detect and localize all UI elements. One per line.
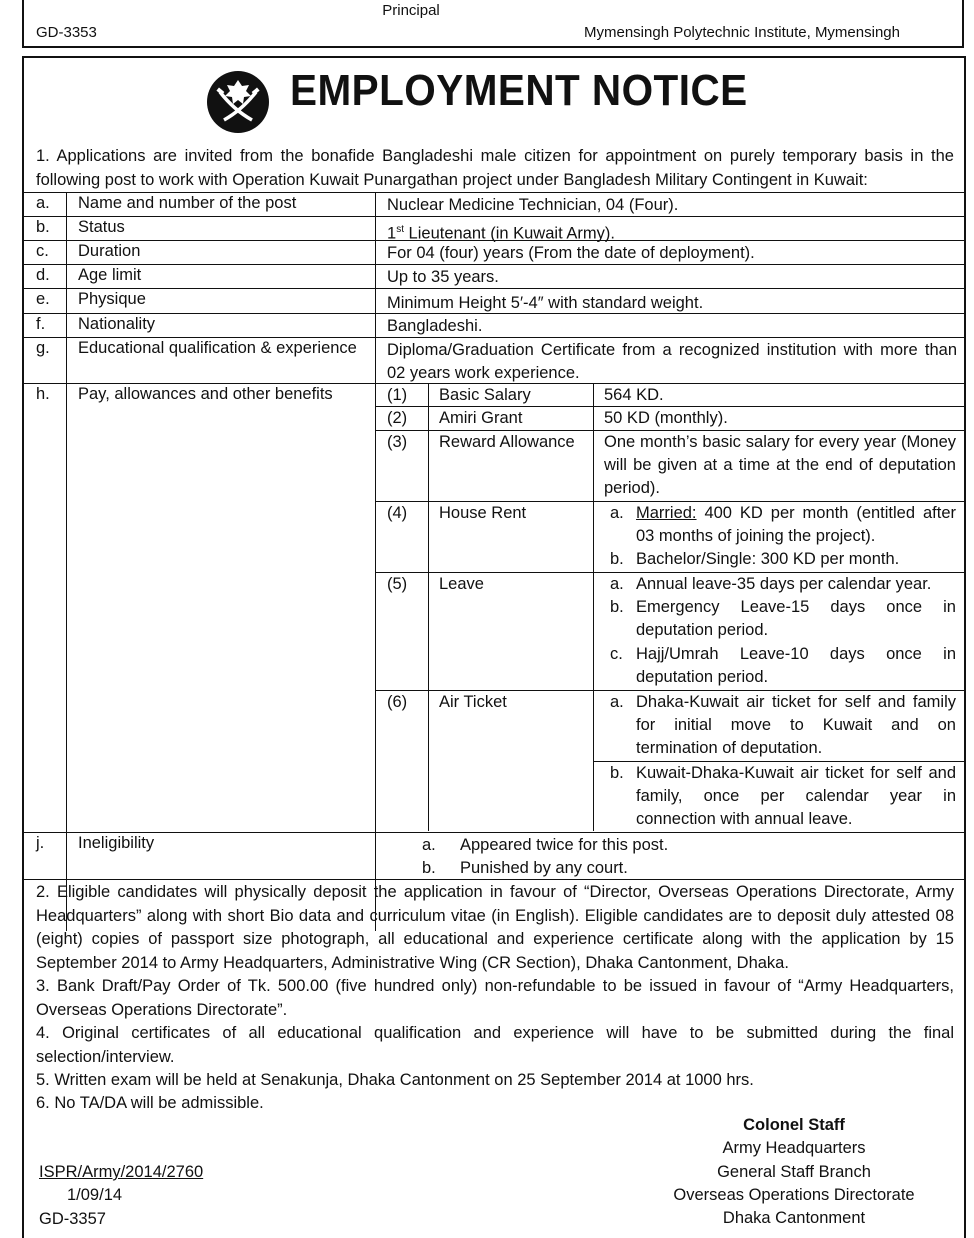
subtable-divider xyxy=(428,383,429,831)
list-marker: b. xyxy=(422,859,436,877)
row-label: Nationality xyxy=(78,315,156,333)
row-value: For 04 (four) years (From the date of deployment). xyxy=(387,244,755,262)
paragraph-3: 3. Bank Draft/Pay Order of Tk. 500.00 (five hundred only) non-refundable to be issued in favour of “Army Headquarters, Overseas Operations Directorate”. xyxy=(36,977,954,1019)
list-item xyxy=(610,573,956,596)
signatory-rank: Colonel Staff xyxy=(743,1116,845,1134)
notice-title: EMPLOYMENT NOTICE xyxy=(290,66,748,115)
top-gd-code: GD-3353 xyxy=(36,24,97,41)
reference-block xyxy=(39,1161,203,1231)
table-row xyxy=(24,192,964,217)
air-ticket-list-b xyxy=(610,762,956,832)
row-key: h. xyxy=(36,385,50,403)
paragraph-4: 4. Original certificates of all educational qualification and experience will have to be submitted during the final selection/interview. xyxy=(36,1024,954,1066)
row-value: Bangladeshi. xyxy=(387,317,483,335)
pay-item-name: Reward Allowance xyxy=(439,433,575,451)
paragraph-5: 5. Written exam will be held at Senakunja, Dhaka Cantonment on 25 September 2014 at 1000 hrs. xyxy=(36,1071,754,1089)
pay-item-number: (4) xyxy=(387,504,408,522)
row-value: Diploma/Graduation Certificate from a recognized institution with more than 02 years work experience. xyxy=(387,341,957,382)
list-text: Annual leave-35 days per calendar year. xyxy=(636,575,932,593)
row-key: f. xyxy=(36,315,46,333)
list-text: Dhaka-Kuwait air ticket for self and family for initial move to Kuwait and on termination of deputation. xyxy=(636,693,956,758)
list-marker: b. xyxy=(610,764,624,782)
table-row xyxy=(24,288,964,314)
reference-number: ISPR/Army/2014/2760 xyxy=(39,1163,204,1181)
list-item xyxy=(610,762,956,832)
pay-item-number: (5) xyxy=(387,575,408,593)
pay-item-value: One month’s basic salary for every year (Money will be given at a time at the end of deputation period). xyxy=(604,433,956,497)
list-marker: a. xyxy=(610,693,624,711)
signature-line: Dhaka Cantonment xyxy=(722,1209,866,1228)
pay-item-value: 50 KD (monthly). xyxy=(604,409,728,427)
list-marker: b. xyxy=(610,550,624,569)
married-label: Married: xyxy=(636,504,697,522)
bachelor-text: Bachelor/Single: 300 KD per month. xyxy=(636,550,900,569)
principal-label: Principal xyxy=(382,2,440,19)
list-item xyxy=(610,691,956,761)
pay-item-number: (2) xyxy=(387,409,408,427)
row-key: e. xyxy=(36,290,50,308)
row-key: b. xyxy=(36,218,50,236)
table-row xyxy=(24,313,964,338)
paragraph-6: 6. No TA/DA will be admissible. xyxy=(36,1094,264,1112)
rank-text: Lieutenant (in Kuwait Army). xyxy=(403,224,615,243)
intro-paragraph: 1. Applications are invited from the bonafide Bangladeshi male citizen for appointment on purely temporary basis in the following post to work with Operation Kuwait Punargathan project under Bangladesh Military Contingent in Kuwait: xyxy=(36,147,954,189)
row-label: Status xyxy=(78,218,125,236)
list-marker: c. xyxy=(610,644,623,663)
pay-item-name: Basic Salary xyxy=(439,386,531,404)
institute-label: Mymensingh Polytechnic Institute, Mymensingh xyxy=(584,24,900,41)
row-key: a. xyxy=(36,194,50,212)
row-key: g. xyxy=(36,339,50,357)
signature-line: General Staff Branch xyxy=(717,1162,871,1181)
ineligibility-item: Appeared twice for this post. xyxy=(460,836,669,854)
list-text: Kuwait-Dhaka-Kuwait air ticket for self and family, once per calendar year in connection with annual leave. xyxy=(636,764,956,829)
row-value: Up to 35 years. xyxy=(387,268,499,286)
pay-item-name: Amiri Grant xyxy=(439,409,523,427)
row-label: Educational qualification & experience xyxy=(78,339,357,357)
row-key: j. xyxy=(36,834,45,852)
table-row xyxy=(24,832,964,880)
row-key: d. xyxy=(36,266,50,284)
signature-line: Army Headquarters xyxy=(722,1139,866,1158)
air-ticket-list-a xyxy=(610,691,956,761)
list-marker: a. xyxy=(610,504,624,522)
reference-date: 1/09/14 xyxy=(67,1186,123,1205)
signature-line: Overseas Operations Directorate xyxy=(673,1185,915,1204)
subtable-divider xyxy=(593,383,594,831)
previous-notice-footer xyxy=(22,0,964,48)
row-value: Minimum Height 5′-4″ with standard weight. xyxy=(387,294,704,312)
ineligibility-item: Punished by any court. xyxy=(460,859,628,877)
leave-list xyxy=(610,573,956,689)
row-label: Duration xyxy=(78,242,141,260)
list-item xyxy=(610,548,956,571)
row-label: Pay, allowances and other benefits xyxy=(78,385,333,403)
employment-notice xyxy=(22,56,966,1238)
row-label: Age limit xyxy=(78,266,142,284)
army-emblem-icon xyxy=(206,70,270,134)
reference-code: GD-3357 xyxy=(39,1209,106,1228)
list-text: Hajj/Umrah Leave-10 days once in deputation period. xyxy=(636,644,956,686)
list-item xyxy=(610,643,956,689)
row-label: Physique xyxy=(78,290,146,308)
list-marker: a. xyxy=(422,836,436,854)
pay-item-name: House Rent xyxy=(439,504,527,522)
married-text: 400 KD per month (entitled after 03 months of joining the project). xyxy=(636,504,956,546)
paragraph-2: 2. Eligible candidates will physically deposit the application in favour of “Director, Overseas Operations Directorate, Army Headquarters” along with short Bio data and curriculum vitae (in English). Eligible candidates are to deposit duly attested 08 (eight) copies of passport size photograph, all educational and experience certificate along with the application by 15 September 2014 to Army Headquarters, Administrative Wing (CR Section), Dhaka Cantonment, Dhaka. xyxy=(36,883,954,972)
signature-block xyxy=(644,1114,944,1230)
table-row xyxy=(24,216,964,241)
list-marker: b. xyxy=(610,598,624,617)
rank-suffix: st xyxy=(396,224,404,235)
list-marker: a. xyxy=(610,575,624,593)
pay-item-name: Leave xyxy=(439,575,484,593)
table-row xyxy=(24,264,964,289)
row-value: Nuclear Medicine Technician, 04 (Four). xyxy=(387,196,679,214)
row-label: Name and number of the post xyxy=(78,194,297,212)
table-row xyxy=(24,337,964,384)
pay-item-number: (6) xyxy=(387,693,408,711)
house-rent-list xyxy=(610,502,956,572)
row-label: Ineligibility xyxy=(78,834,155,852)
list-text: Emergency Leave-15 days once in deputation period. xyxy=(636,598,956,640)
pay-item-name: Air Ticket xyxy=(439,693,507,711)
table-row xyxy=(24,240,964,265)
list-item xyxy=(610,502,956,548)
pay-item-number: (1) xyxy=(387,386,408,404)
pay-item-number: (3) xyxy=(387,433,408,451)
list-item xyxy=(610,596,956,642)
pay-item-value: 564 KD. xyxy=(604,386,664,404)
table-bottom-rule xyxy=(24,879,964,880)
rank-number: 1 xyxy=(387,224,397,243)
row-key: c. xyxy=(36,242,49,260)
